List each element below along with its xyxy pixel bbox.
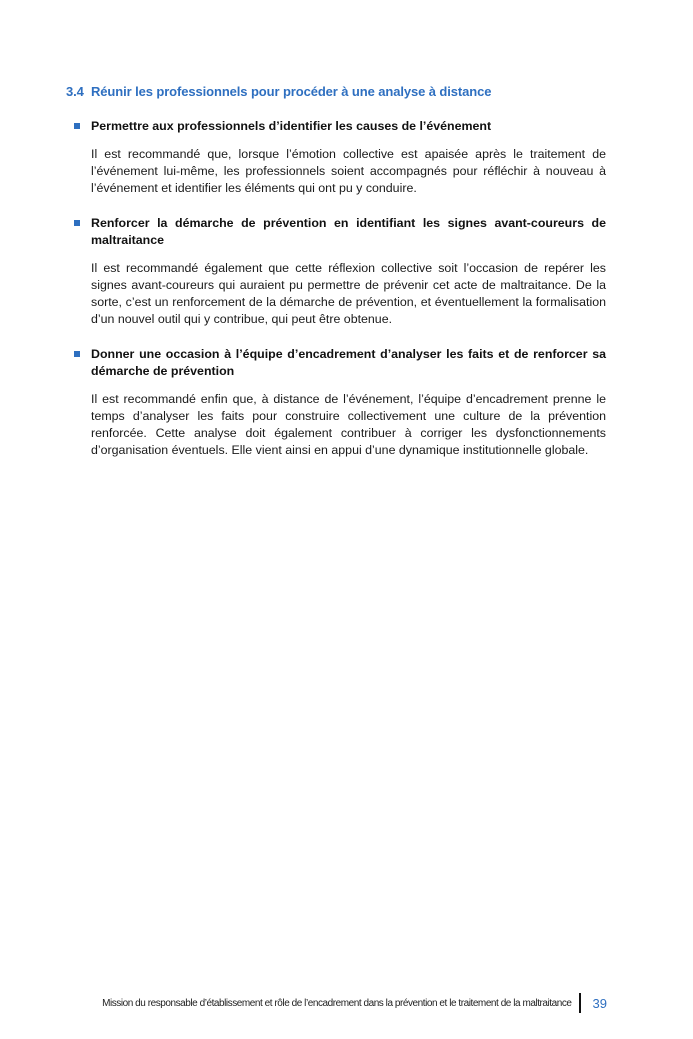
section-heading bbox=[66, 84, 626, 99]
list-item bbox=[74, 215, 606, 328]
item-title: Renforcer la démarche de prévention en identifiant les signes avant-coureurs de maltraitance bbox=[91, 216, 606, 247]
footer-divider bbox=[579, 993, 581, 1013]
footer-title: Mission du responsable d’établissement et rôle de l’encadrement dans la prévention et le traitement de la maltraitance bbox=[102, 997, 572, 1009]
item-body: Il est recommandé que, lorsque l’émotion collective est apaisée après le traitement de l’événement lui-même, les professionnels soient accompagnés pour réfléchir à nouveau à l’événement et identifier les éléments qui ont pu y conduire. bbox=[91, 147, 606, 195]
item-body: Il est recommandé enfin que, à distance de l’événement, l’équipe d’encadrement prenne le temps d’analyser les faits pour construire collectivement une culture de la prévention renforcée. Cette analyse doit également contribuer à corriger les dysfonctionnements d’organisation éventuels. Elle vient ainsi en appui d’une dynamique institutionnelle globale. bbox=[91, 392, 606, 457]
section-number: 3.4 bbox=[66, 84, 84, 99]
item-title: Permettre aux professionnels d’identifier les causes de l’événement bbox=[91, 119, 492, 133]
list-item bbox=[74, 346, 606, 459]
bullet-square-icon bbox=[74, 220, 80, 226]
bullet-square-icon bbox=[74, 123, 80, 129]
list-item bbox=[74, 118, 606, 197]
page-number: 39 bbox=[592, 995, 607, 1011]
item-body: Il est recommandé également que cette réflexion collective soit l’occasion de repérer les signes avant-coureurs qui auraient pu permettre de prévenir cet acte de maltraitance. De la sorte, c’est un renforcement de la démarche de prévention, et éventuellement la formalisation d’un nouvel outil qui y contribue, qui peut être obtenue. bbox=[91, 261, 606, 326]
item-title: Donner une occasion à l’équipe d’encadrement d’analyser les faits et de renforcer sa démarche de prévention bbox=[91, 347, 606, 378]
bullet-square-icon bbox=[74, 351, 80, 357]
page-footer bbox=[102, 994, 607, 1012]
section-title: Réunir les professionnels pour procéder à une analyse à distance bbox=[91, 84, 492, 99]
